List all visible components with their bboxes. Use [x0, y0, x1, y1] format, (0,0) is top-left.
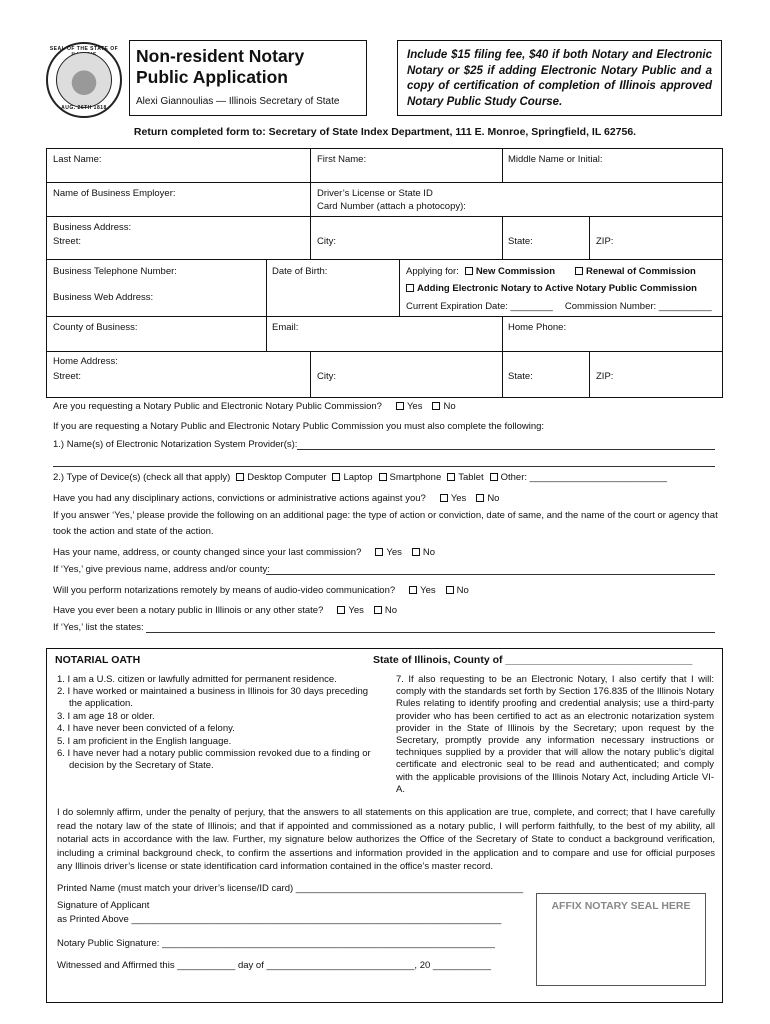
tablet-label: Tablet [458, 472, 484, 483]
providers-input-line-2[interactable] [53, 466, 715, 467]
disciplinary-yes-checkbox[interactable] [440, 494, 448, 502]
remote-yes-checkbox[interactable] [409, 586, 417, 594]
signature-field[interactable]: as Printed Above ______________________________________________________________________ [57, 914, 502, 925]
yes-label: Yes [348, 605, 364, 616]
laptop-checkbox[interactable] [332, 473, 340, 481]
dob-field[interactable]: Date of Birth: [272, 266, 328, 277]
oath-heading: NOTARIAL OATH [55, 654, 141, 666]
seal-box-label: AFFIX NOTARY SEAL HERE [551, 900, 691, 912]
seal-top-text: SEAL OF THE STATE OF [49, 46, 119, 52]
affirmation-text: I do solemnly affirm, under the penalty of perjury, that the answers to all statements on this application are true, complete, and correct; that I have carefully read the notary law of the state of Illinois; and that if appointed and commissioned as a notary public, I will perform faithfully, to the best of my ability, all notarial acts in accordance with the law. Further, my signature below authorizes the Office of the Secretary of State to conduct a background verification, including a criminal background check, to confirm the assertions and information provided in the application and to compare and use for official purposes any Illinois driver’s license or state identification card information contained in the office’s master record. [57, 807, 715, 872]
oath-item-2b: the application. [69, 698, 133, 709]
states-input-line[interactable] [146, 632, 715, 633]
other-state-text: Have you ever been a notary public in Illinois or any other state? [53, 605, 324, 616]
business-phone-field[interactable]: Business Telephone Number: [53, 266, 177, 277]
other-state-if-label: If ‘Yes,’ list the states: [53, 622, 144, 633]
seal-eagle-icon [56, 52, 112, 108]
tablet-checkbox[interactable] [447, 473, 455, 481]
disciplinary-text: Have you had any disciplinary actions, convictions or administrative actions against you? [53, 493, 426, 504]
home-state-field[interactable]: State: [508, 371, 533, 382]
oath-item-7: 7. If also requesting to be an Electronic Notary, I also certify that I will: comply with the standards set forth by Section 176.835 of the Illinois Notary Rules relating to identify proofing and credential analysis; use a third-party provider who has been certified to act as an electronic notarization system provider in the State of Illinois by the Secretary; upon request by the Secretary, promptly provide any information necessary instructions or techniques supplied by a provider that will allow the notary public’s digital certificate and electronic seal to be read and authenticated; and comply with the applicable provisions of the Illinois Notary Act, including Article VI-A. [396, 674, 714, 795]
last-name-field[interactable]: Last Name: [53, 154, 102, 165]
business-city-field[interactable]: City: [317, 236, 336, 247]
question-requesting-text: Are you requesting a Notary Public and Electronic Notary Public Commission? [53, 401, 382, 412]
witnessed-field[interactable]: Witnessed and Affirmed this ___________ day of ____________________________, 20 ___________ [57, 960, 492, 971]
changed-text: Has your name, address, or county changed since your last commission? [53, 547, 362, 558]
other-state-no-checkbox[interactable] [374, 606, 382, 614]
desktop-label: Desktop Computer [247, 472, 327, 483]
question-devices [53, 472, 667, 483]
oath-item-3: 3. I am age 18 or older. [57, 711, 155, 722]
applying-for-label: Applying for: [406, 266, 459, 277]
providers-input-line[interactable] [297, 449, 715, 450]
business-address-label: Business Address: [53, 222, 132, 233]
fee-note: Include $15 filing fee, $40 if both Notary and Electronic Notary or $25 if adding Electronic Notary Public and a copy of certification of completion of Illinois approved Notary Public Study Course. [397, 40, 722, 116]
laptop-label: Laptop [343, 472, 373, 483]
state-county-field[interactable]: State of Illinois, County of ________________________________ [373, 654, 693, 666]
oath-item-6: 6. I have never had a notary public commission revoked due to a finding or [57, 748, 371, 759]
disciplinary-no-checkbox[interactable] [476, 494, 484, 502]
yes-label: Yes [406, 401, 423, 412]
question-changed [53, 547, 435, 558]
business-state-field[interactable]: State: [508, 236, 533, 247]
disciplinary-explain-1: If you answer ‘Yes,’ please provide the following on an additional page: the type of action or conviction, date of same, and the name of the court or agency that [53, 510, 718, 521]
renewal-checkbox[interactable] [575, 267, 583, 275]
yes-label: Yes [450, 493, 467, 504]
business-web-field[interactable]: Business Web Address: [53, 292, 154, 303]
county-field[interactable]: County of Business: [53, 322, 138, 333]
no-label: No [384, 605, 398, 616]
disciplinary-explain-2: took the action and state of the action. [53, 526, 214, 537]
question-remote [53, 585, 469, 596]
commission-number-field[interactable]: Commission Number: __________ [564, 301, 712, 312]
home-city-field[interactable]: City: [317, 371, 336, 382]
notary-seal-box [536, 893, 706, 986]
page-subtitle: Alexi Giannoulias — Illinois Secretary of State [136, 96, 340, 107]
changed-if-label: If ‘Yes,’ give previous name, address and/or county: [53, 564, 270, 575]
requesting-no-checkbox[interactable] [432, 402, 440, 410]
notary-signature-field[interactable]: Notary Public Signature: _______________________________________________________________ [57, 938, 495, 949]
applicant-info-grid [46, 148, 723, 398]
email-field[interactable]: Email: [272, 322, 299, 333]
seal-bottom-text: AUG. 26TH 1818 [61, 105, 107, 111]
devices-label: 2.) Type of Device(s) (check all that apply) [53, 472, 231, 483]
question-if-requesting: If you are requesting a Notary Public and Electronic Notary Public Commission you must also complete the following: [53, 421, 545, 432]
changed-no-checkbox[interactable] [412, 548, 420, 556]
renewal-label: Renewal of Commission [586, 266, 696, 277]
providers-label: 1.) Name(s) of Electronic Notarization System Provider(s): [53, 439, 298, 450]
state-seal-logo [46, 42, 122, 118]
oath-item-6b: decision by the Secretary of State. [69, 760, 214, 771]
business-street-field[interactable]: Street: [53, 236, 81, 247]
title-box [129, 40, 367, 116]
page-title-line2: Public Application [136, 67, 288, 87]
smartphone-label: Smartphone [389, 472, 442, 483]
other-state-yes-checkbox[interactable] [337, 606, 345, 614]
no-label: No [443, 401, 456, 412]
signature-label: Signature of Applicant [57, 900, 150, 911]
oath-item-1: 1. I am a U.S. citizen or lawfully admitted for permanent residence. [57, 674, 337, 685]
home-phone-field[interactable]: Home Phone: [508, 322, 567, 333]
remote-text: Will you perform notarizations remotely by means of audio-video communication? [53, 585, 396, 596]
page-title-line1: Non-resident Notary [136, 46, 305, 66]
new-commission-label: New Commission [475, 266, 555, 277]
other-device-field[interactable]: Other: __________________________ [500, 472, 668, 483]
adding-electronic-label: Adding Electronic Notary to Active Notary Public Commission [417, 283, 697, 294]
question-requesting [53, 401, 456, 412]
home-address-label: Home Address: [53, 356, 118, 367]
yes-label: Yes [386, 547, 402, 558]
changed-yes-checkbox[interactable] [375, 548, 383, 556]
question-other-state [53, 605, 397, 616]
changed-input-line[interactable] [266, 574, 715, 575]
remote-no-checkbox[interactable] [446, 586, 454, 594]
home-street-field[interactable]: Street: [53, 371, 81, 382]
adding-electronic-checkbox[interactable] [406, 284, 414, 292]
question-disciplinary [53, 493, 499, 504]
desktop-checkbox[interactable] [236, 473, 244, 481]
oath-item-5: 5. I am proficient in the English language. [57, 736, 232, 747]
license-label-1: Driver’s License or State ID [317, 188, 433, 199]
business-employer-field[interactable]: Name of Business Employer: [53, 188, 176, 199]
license-field[interactable]: Card Number (attach a photocopy): [317, 201, 466, 212]
middle-name-field[interactable]: Middle Name or Initial: [508, 154, 603, 165]
return-address: Return completed form to: Secretary of State Index Department, 111 E. Monroe, Springfield, IL 62756. [133, 126, 637, 138]
smartphone-checkbox[interactable] [379, 473, 387, 481]
business-zip-field[interactable]: ZIP: [596, 236, 614, 247]
home-zip-field[interactable]: ZIP: [596, 371, 614, 382]
yes-label: Yes [420, 585, 436, 596]
first-name-field[interactable]: First Name: [317, 154, 367, 165]
oath-item-4: 4. I have never been convicted of a felony. [57, 723, 235, 734]
no-label: No [422, 547, 436, 558]
no-label: No [456, 585, 469, 596]
other-checkbox[interactable] [490, 473, 498, 481]
printed-name-field[interactable]: Printed Name (must match your driver’s license/ID card) ___________________________________________ [57, 883, 523, 894]
oath-item-2: 2. I have worked or maintained a business in Illinois for 30 days preceding [57, 686, 369, 697]
new-commission-checkbox[interactable] [465, 267, 473, 275]
expiration-date-field[interactable]: Current Expiration Date: ________ [406, 301, 553, 312]
no-label: No [487, 493, 500, 504]
requesting-yes-checkbox[interactable] [396, 402, 404, 410]
